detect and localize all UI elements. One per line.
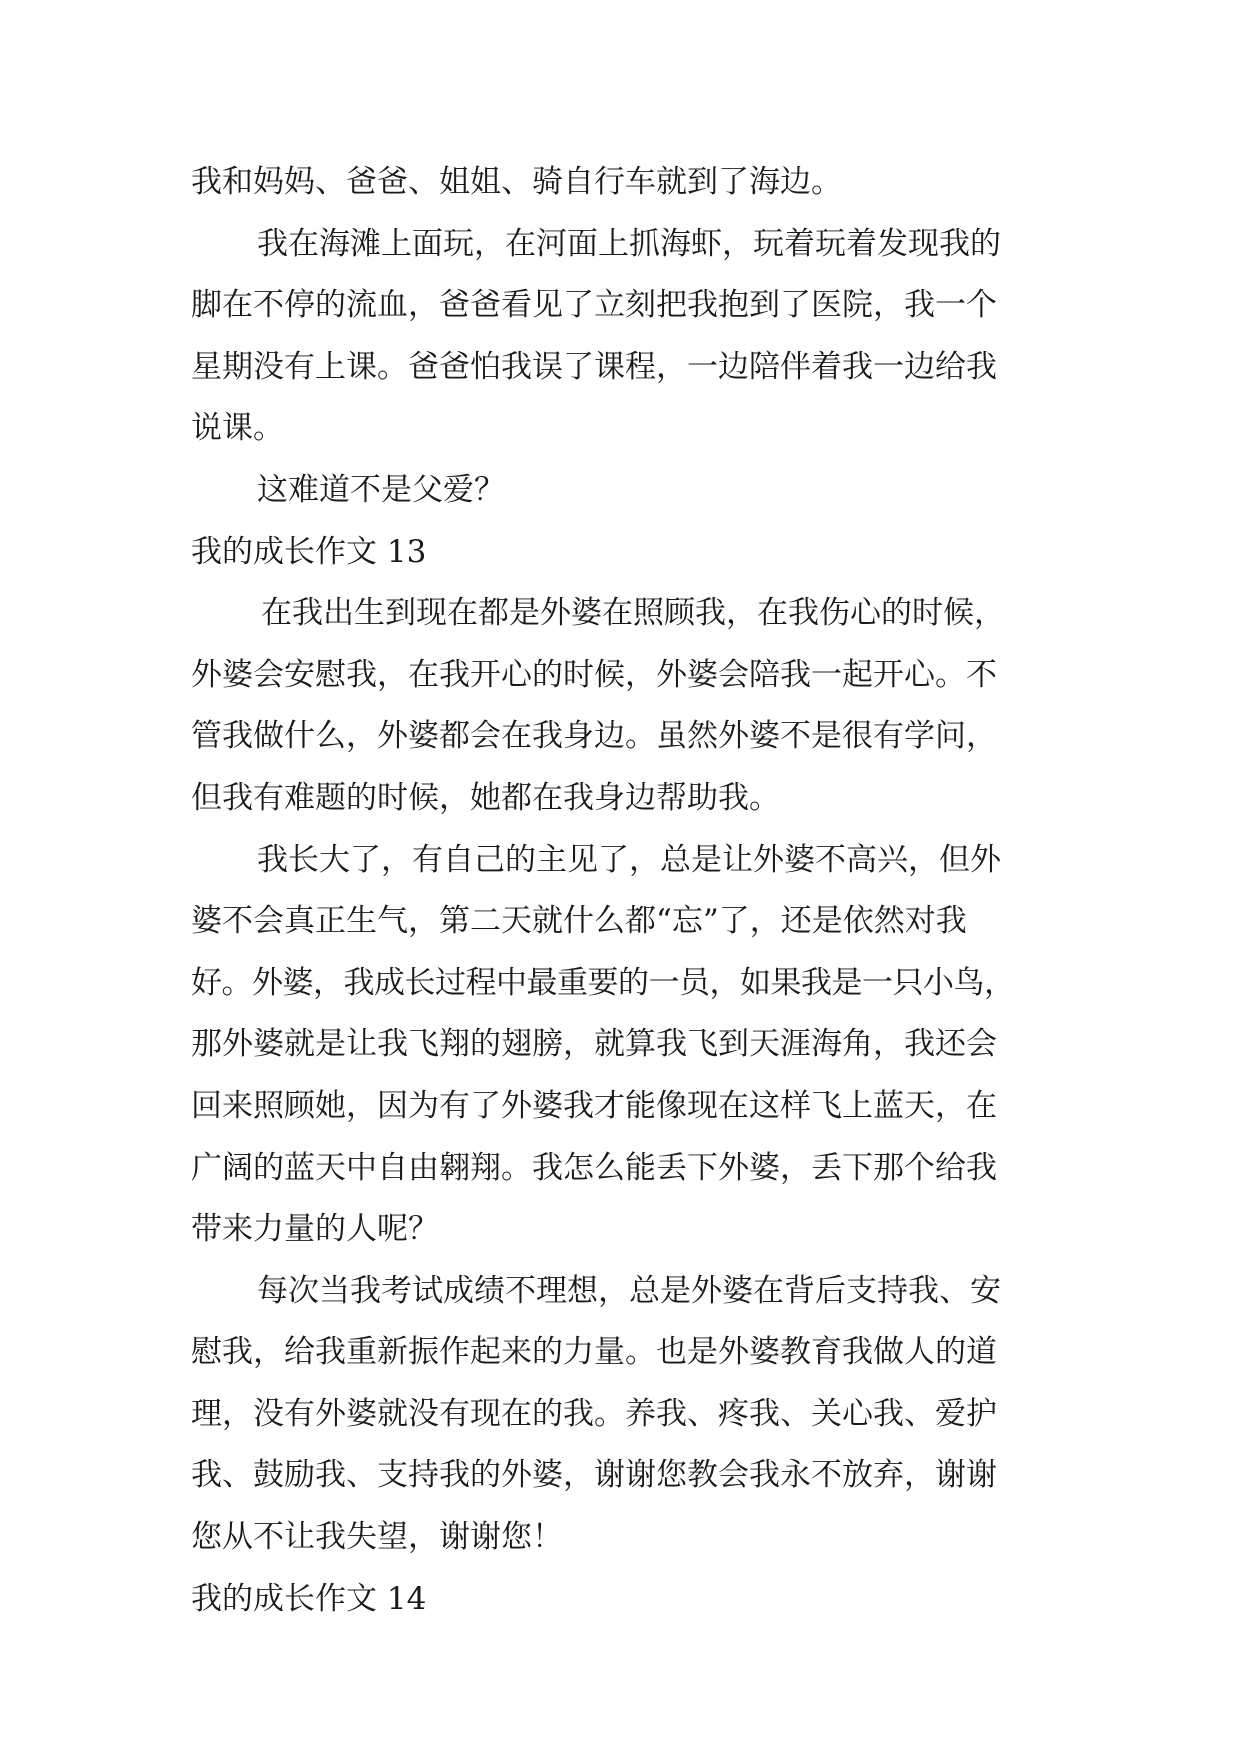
essay-heading-13: 我的成长作文 13 (191, 533, 427, 570)
text-line: 我、鼓励我、支持我的外婆，谢谢您教会我永不放弃，谢谢 (191, 1457, 997, 1494)
paragraph-start: 我在海滩上面玩，在河面上抓海虾，玩着玩着发现我的 (257, 225, 1001, 262)
text-line: 我和妈妈、爸爸、姐姐、骑自行车就到了海边。 (191, 164, 842, 200)
text-line: 外婆会安慰我，在我开心的时候，外婆会陪我一起开心。不 (191, 656, 997, 693)
text-line: 回来照顾她，因为有了外婆我才能像现在这样飞上蓝天，在 (191, 1087, 997, 1124)
text-line: 婆不会真正生气，第二天就什么都“忘”了，还是依然对我 (191, 903, 967, 940)
text-line: 理，没有外婆就没有现在的我。养我、疼我、关心我、爱护 (191, 1395, 997, 1432)
document-body (191, 152, 1051, 1630)
text-line: 慰我，给我重新振作起来的力量。也是外婆教育我做人的道 (191, 1334, 997, 1371)
text-line: 星期没有上课。爸爸怕我误了课程，一边陪伴着我一边给我 (191, 348, 997, 385)
essay-heading-14: 我的成长作文 14 (191, 1580, 427, 1617)
text-line: 管我做什么，外婆都会在我身边。虽然外婆不是很有学问， (191, 718, 997, 755)
paragraph-start: 在我出生到现在都是外婆在照顾我，在我伤心的时候， (261, 595, 1005, 632)
text-line: 您从不让我失望，谢谢您！ (191, 1519, 563, 1556)
paragraph-start: 每次当我考试成绩不理想，总是外婆在背后支持我、安 (257, 1272, 1001, 1309)
text-line: 说课。 (191, 410, 284, 447)
text-line: 但我有难题的时候，她都在我身边帮助我。 (191, 779, 780, 816)
text-line: 那外婆就是让我飞翔的翅膀，就算我飞到天涯海角，我还会 (191, 1026, 997, 1063)
text-line: 带来力量的人呢？ (191, 1211, 439, 1248)
text-line: 好。外婆，我成长过程中最重要的一员，如果我是一只小鸟， (191, 964, 1015, 1001)
paragraph-start: 这难道不是父爱？ (257, 471, 505, 508)
text-line: 广阔的蓝天中自由翱翔。我怎么能丢下外婆，丢下那个给我 (191, 1149, 997, 1186)
text-line: 脚在不停的流血，爸爸看见了立刻把我抱到了医院，我一个 (191, 287, 997, 324)
paragraph-start: 我长大了，有自己的主见了，总是让外婆不高兴，但外 (257, 841, 1001, 878)
